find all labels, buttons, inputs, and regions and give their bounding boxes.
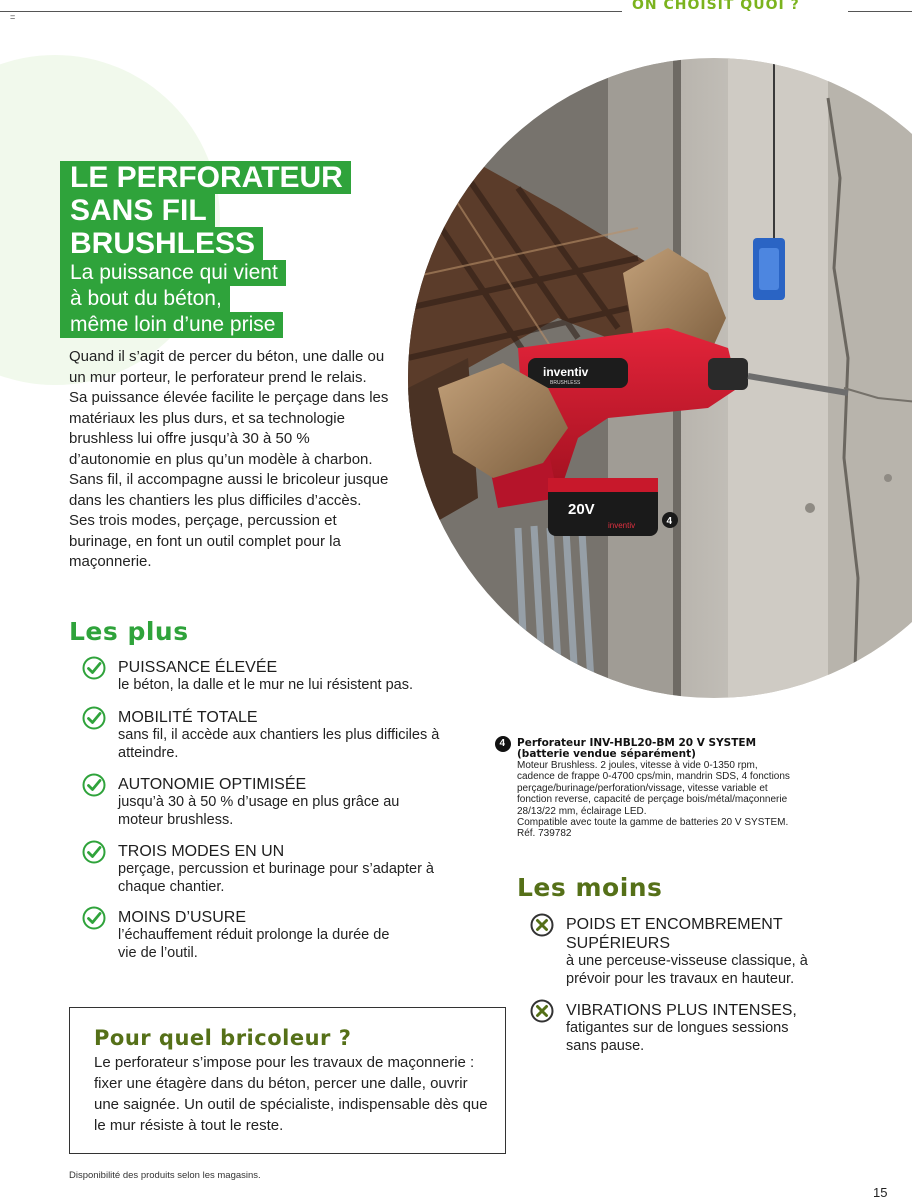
moins-item-title: POIDS ET ENCOMBREMENT SUPÉRIEURS bbox=[566, 916, 783, 952]
battery-brand: inventiv bbox=[608, 521, 636, 530]
moins-heading: Les moins bbox=[517, 873, 663, 902]
product-spec-line: fonction reverse, capacité de perçage bois/métal/maçonnerie bbox=[517, 794, 788, 806]
product-spec-line: perçage/burinage/perforation/vissage, vitesse variable et bbox=[517, 782, 768, 794]
page-number: 15 bbox=[873, 1185, 888, 1200]
page-title bbox=[60, 161, 351, 338]
moins-item bbox=[530, 913, 808, 987]
moins-item-desc: fatigantes sur de longues sessions sans pause. bbox=[566, 1020, 789, 1054]
battery-voltage: 20V bbox=[568, 501, 595, 518]
plus-item-desc: le béton, la dalle et le mur ne lui résistent pas. bbox=[118, 677, 413, 693]
photo-illustration bbox=[408, 58, 912, 698]
plus-item bbox=[82, 706, 440, 761]
drill-brand: inventiv bbox=[543, 365, 589, 379]
moins-item-title: VIBRATIONS PLUS INTENSES, bbox=[566, 1002, 797, 1019]
section-title: ON CHOISIT QUOI ? bbox=[632, 0, 800, 13]
drill-brand-sub: BRUSHLESS bbox=[550, 380, 581, 386]
plus-item-title: AUTONOMIE OPTIMISÉE bbox=[118, 776, 307, 793]
bricoleur-heading: Pour quel bricoleur ? bbox=[94, 1026, 352, 1050]
bricoleur-body: Le perforateur s’impose pour les travaux de maçonnerie : fixer une étagère dans du béton, percer une dalle, ouvrir une saignée. Un outil de spécialiste, indispensable dès que le mur résiste à tout le reste. bbox=[94, 1054, 488, 1134]
plus-item-title: MOBILITÉ TOTALE bbox=[118, 709, 258, 726]
check-icon bbox=[82, 706, 106, 730]
plus-item-title: MOINS D’USURE bbox=[118, 909, 247, 926]
moins-item bbox=[530, 999, 797, 1054]
availability-note: Disponibilité des produits selon les magasins. bbox=[69, 1170, 261, 1181]
moins-item-desc: à une perceuse-visseuse classique, à prévoir pour les travaux en hauteur. bbox=[566, 953, 808, 987]
plus-item-desc: perçage, percussion et burinage pour s’adapter à chaque chantier. bbox=[118, 861, 434, 895]
product-spec-line: Compatible avec toute la gamme de batteries 20 V SYSTEM. bbox=[517, 817, 789, 829]
product-spec-line: 28/13/22 mm, éclairage LED. bbox=[517, 805, 647, 817]
intro-paragraph: Quand il s’agit de percer du béton, une dalle ou un mur porteur, le perforateur prend le relais. Sa puissance élevée facilite le perçage dans les matériaux les plus durs, et sa technologie brushless lui offre jusqu’à 30 à 50 % d’autonomie en plus qu’un modèle à charbon. Sans fil, il accompagne aussi le bricoleur jusque dans les chantiers les plus difficiles d’accès. Ses trois modes, perçage, percussion et burinage, en font un outil complet pour la maçonnerie. bbox=[69, 348, 389, 570]
check-icon bbox=[82, 656, 106, 680]
product-name: Perforateur INV-HBL20-BM 20 V SYSTEM bbox=[517, 737, 757, 749]
subtitle-line-3: même loin d’une prise bbox=[60, 312, 283, 338]
plus-item bbox=[82, 840, 434, 895]
product-marker: 4 bbox=[499, 738, 506, 749]
bricoleur-box bbox=[69, 1007, 506, 1154]
header-dash: = bbox=[10, 12, 16, 22]
product-spec-line: Moteur Brushless. 2 joules, vitesse à vide 0-1350 rpm, bbox=[517, 760, 758, 771]
check-icon bbox=[82, 840, 106, 864]
check-icon bbox=[82, 906, 106, 930]
title-line-2: SANS FIL bbox=[60, 194, 215, 227]
subtitle-line-1: La puissance qui vient bbox=[60, 260, 286, 286]
plus-item-desc: jusqu’à 30 à 50 % d’usage en plus grâce au moteur brushless. bbox=[118, 794, 400, 828]
photo-marker: 4 bbox=[666, 516, 673, 527]
product-note: (batterie vendue séparément) bbox=[517, 748, 696, 760]
cross-icon bbox=[530, 999, 554, 1023]
product-ref: Réf. 739782 bbox=[517, 828, 572, 840]
plus-item-desc: l’échauffement réduit prolonge la durée de vie de l’outil. bbox=[118, 927, 390, 961]
plus-item bbox=[82, 906, 390, 961]
check-icon bbox=[82, 773, 106, 797]
product-photo bbox=[408, 58, 912, 698]
header-rule-right bbox=[848, 11, 912, 12]
title-line-1: LE PERFORATEUR bbox=[60, 161, 351, 194]
cross-icon bbox=[530, 913, 554, 937]
plus-item-desc: sans fil, il accède aux chantiers les plus difficiles à atteindre. bbox=[118, 727, 440, 761]
plus-item-title: TROIS MODES EN UN bbox=[118, 843, 285, 860]
plus-item-title: PUISSANCE ÉLEVÉE bbox=[118, 659, 278, 676]
title-line-3: BRUSHLESS bbox=[60, 227, 263, 260]
product-spec-line: cadence de frappe 0-4700 cps/min, mandrin SDS, 4 fonctions bbox=[517, 771, 790, 783]
plus-item bbox=[82, 773, 400, 828]
header-rule-left bbox=[0, 11, 622, 12]
plus-heading: Les plus bbox=[69, 617, 189, 646]
plus-item bbox=[82, 656, 413, 693]
subtitle-line-2: à bout du béton, bbox=[60, 286, 230, 312]
